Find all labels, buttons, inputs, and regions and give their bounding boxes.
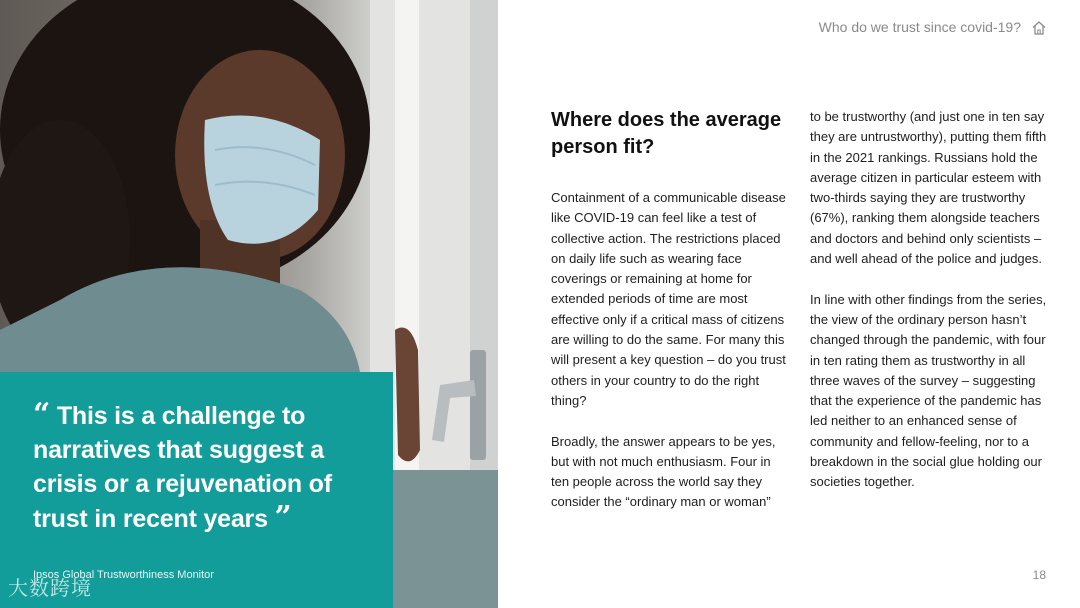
article-column-1: [551, 188, 791, 533]
page-number: 18: [1032, 568, 1046, 582]
close-quote-mark: ”: [274, 500, 292, 535]
paragraph: Broadly, the answer appears to be yes, but with not much enthusiasm. Four in ten people across the world say they consider the “ordinary man or woman”: [551, 433, 776, 510]
open-quote-mark: “: [33, 397, 51, 432]
pull-quote-text: This is a challenge to narratives that suggest a crisis or a rejuvenation of trust in recent years: [33, 402, 332, 533]
source-label: Ipsos Global Trustworthiness Monitor: [33, 569, 214, 581]
pull-quote: [33, 398, 378, 536]
paragraph: Containment of a communicable disease like COVID-19 can feel like a test of collective action. The restrictions placed on daily life such as wearing face coverings or remaining at home for extended periods of time are most effective only if a critical mass of citizens are willing to do the same. For many this will present a key question – do you trust others in your country to do the right thing?: [551, 190, 786, 408]
paragraph: to be trustworthy (and just one in ten say they are untrustworthy), putting them fifth in the 2021 rankings. Russians hold the average citizen in particular esteem with two-thirds saying they are trustworthy (67%), ranking them alongside teachers and doctors and behind only scientists – and well ahead of the police and judges.: [810, 109, 1047, 267]
watermark: 大数跨境: [8, 576, 92, 600]
section-title[interactable]: Who do we trust since covid-19?: [818, 19, 1021, 35]
home-icon[interactable]: [1031, 20, 1047, 41]
article-column-2: [810, 107, 1055, 513]
paragraph: In line with other findings from the series, the view of the ordinary person hasn’t changed through the pandemic, with four in ten rating them as trustworthy in all three waves of the survey – suggesting that the experience of the pandemic has led neither to an enhanced sense of community and fellow-feeling, nor to a breakdown in the social glue holding our societies together.: [810, 291, 1047, 490]
article-heading: Where does the average person fit?: [551, 109, 782, 158]
